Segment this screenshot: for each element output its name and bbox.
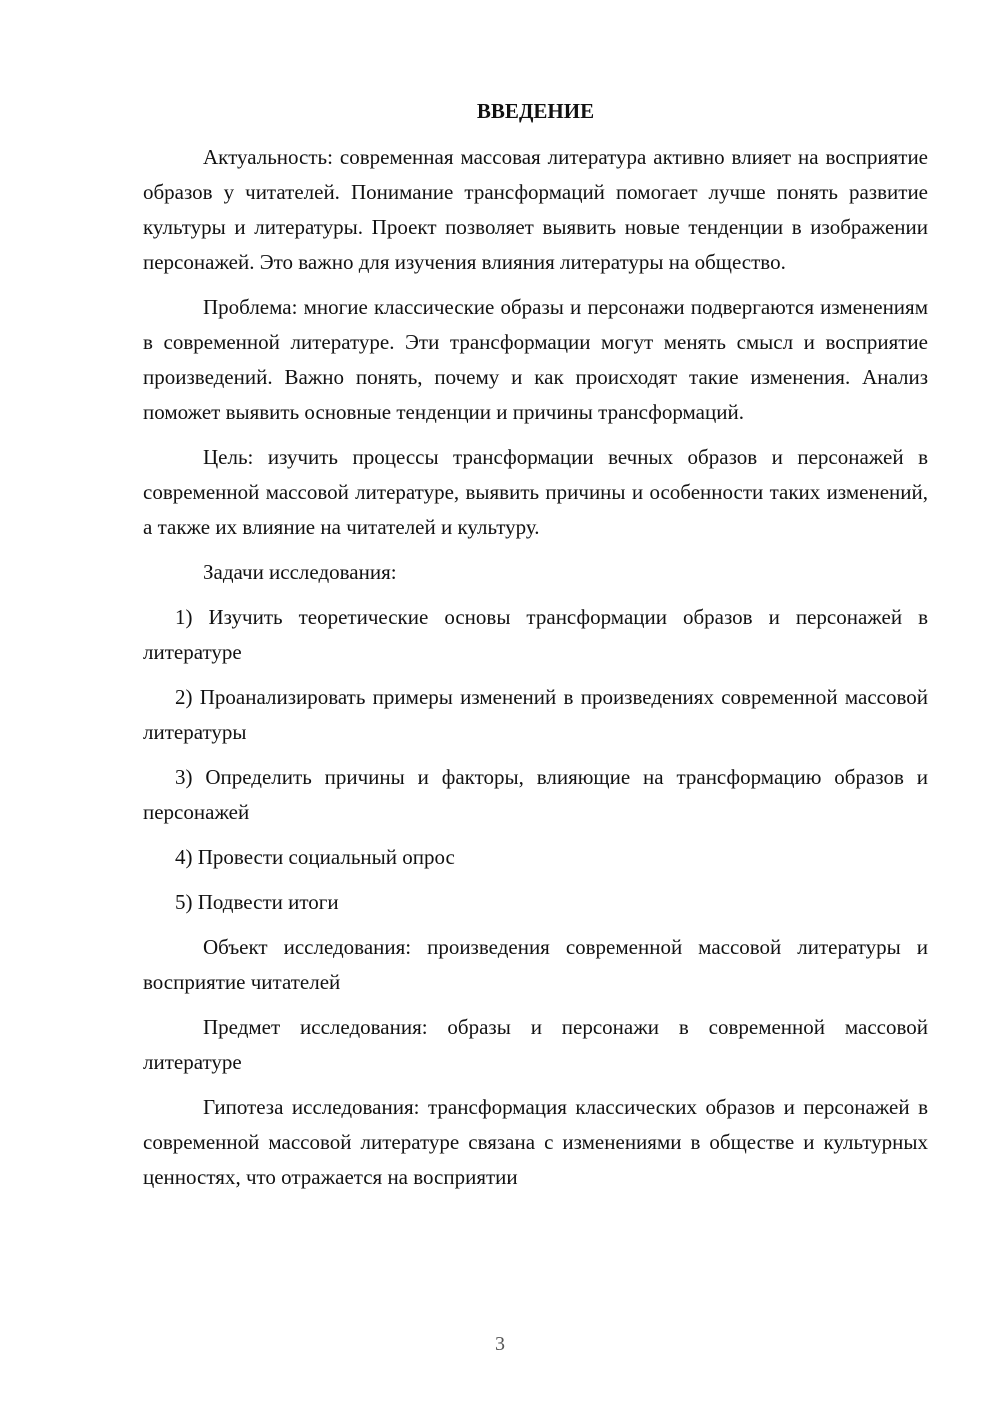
page-content bbox=[143, 96, 928, 1205]
goal-paragraph: Цель: изучить процессы трансформации вечных образов и персонажей в современной массовой литературе, выявить причины и особенности таких изменений, а также их влияние на читателей и культуру. bbox=[143, 445, 928, 539]
object-paragraph: Объект исследования: произведения современной массовой литературы и восприятие читателей bbox=[143, 935, 928, 994]
problem-paragraph: Проблема: многие классические образы и персонажи подвергаются изменениям в современной литературе. Эти трансформации могут менять смысл и восприятие произведений. Важно понять, почему и как происходят такие изменения. Анализ поможет выявить основные тенденции и причины трансформаций. bbox=[143, 295, 928, 424]
subject-paragraph: Предмет исследования: образы и персонажи в современной массовой литературе bbox=[143, 1015, 928, 1074]
task-item-5: 5) Подвести итоги bbox=[175, 890, 339, 914]
task-item-2: 2) Проанализировать примеры изменений в произведениях современной массовой литературы bbox=[143, 685, 928, 744]
task-item-1: 1) Изучить теоретические основы трансформации образов и персонажей в литературе bbox=[143, 605, 928, 664]
task-item-3: 3) Определить причины и факторы, влияющие на трансформацию образов и персонажей bbox=[143, 765, 928, 824]
task-item-4: 4) Провести социальный опрос bbox=[175, 845, 455, 869]
hypothesis-paragraph: Гипотеза исследования: трансформация классических образов и персонажей в современной массовой литературе связана с изменениями в обществе и культурных ценностях, что отражается на восприятии bbox=[143, 1095, 928, 1189]
page-title: ВВЕДЕНИЕ bbox=[476, 99, 595, 123]
page-number: 3 bbox=[495, 1333, 505, 1355]
relevance-paragraph: Актуальность: современная массовая литература активно влияет на восприятие образов у читателей. Понимание трансформаций помогает лучше понять развитие культуры и литературы. Проект позволяет выявить новые тенденции в изображении персонажей. Это важно для изучения влияния литературы на общество. bbox=[143, 145, 928, 274]
tasks-heading: Задачи исследования: bbox=[203, 560, 397, 584]
